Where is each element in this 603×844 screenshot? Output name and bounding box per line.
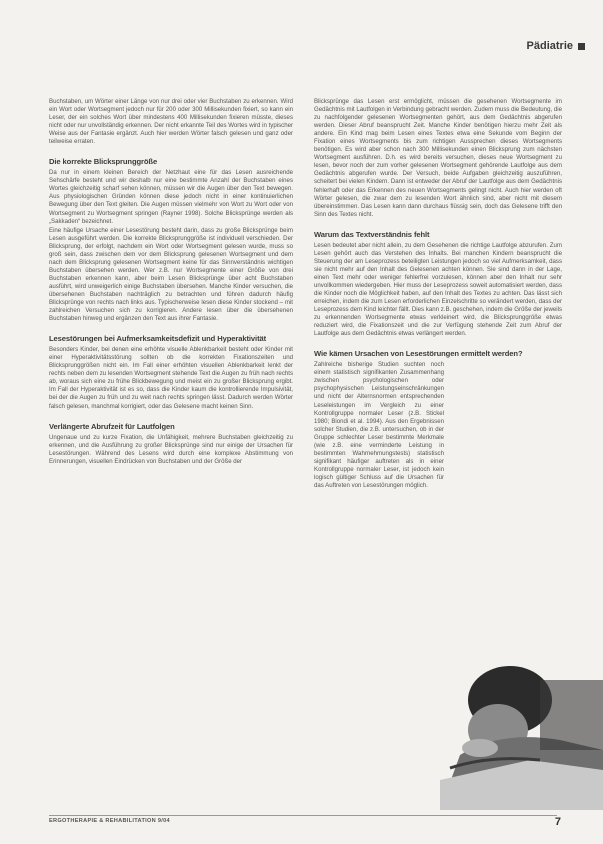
heading: Verlängerte Abrufzeit für Lautfolgen — [49, 421, 175, 431]
paragraph: Besonders Kinder, bei denen eine erhöhte visuelle Ablenkbarkeit besteht oder Kinder mit einer Hyperaktivitätsstörung sollten ob die korrekten Fixationszeiten und Blicksprunggrößen nicht ein. Im Fall einer erhöhten visuellen Ablenkbarkeit lenkt der rechts neben dem zu lesenden Wortsegment stehende Text die Augen zu früh nach rechts ab, woraus sich eine zu frühe Blickbewegung und meist ein zu großer Blicksprung ergibt. Im Fall der Hyperaktivität ist es so, dass die Kinder kaum die kontrollierende Impulsivität, bei der die Augen zu früh und zu weit nach rechts springen lässt. Dadurch werden Wörter falsch gelesen, manchmal korrigiert, oder das Gelesene macht keinen Sinn. — [49, 346, 293, 410]
footer-divider — [49, 815, 557, 816]
heading: Wie kämen Ursachen von Lesestörungen ermittelt werden? — [314, 349, 523, 359]
child-reading-photo — [440, 660, 603, 810]
square-marker-icon — [578, 43, 585, 50]
left-column — [49, 98, 293, 467]
paragraph: Da nur in einem kleinen Bereich der Netzhaut eine für das Lesen ausreichende Sehschärfe besteht und wir deshalb nur eine bestimmte Anzahl der Buchstaben eines Wortes gleichzeitig scharf sehen können, müssen wir die Augen über den Text bewegen. Aus physiologischen Gründen können diese jedoch nicht in einer kontinuierlichen Bewegung über den Text gleiten. Die Augen müssen vielmehr von Wort zu Wort oder von Wortsegment zu Wortsegment springen (Rayner 1998). Solche Blicksprünge werden als „Sakkaden“ bezeichnet. — [49, 169, 293, 225]
paragraph: Ungenaue und zu kurze Fixation, die Unfähigkeit, mehrere Buchstaben gleichzeitig zu erkennen, und die Ausführung zu großer Blicksprünge sind nur einige der Ursachen für Lesestörungen. Während des Lesens wird durch eine komplexe Abstimmung von Erinnerungen, visuellen Eindrücken von Buchstaben und der Größe der — [49, 433, 293, 465]
paragraph: Eine häufige Ursache einer Lesestörung besteht darin, dass zu große Blicksprünge beim Lesen ausgeführt werden. Die korrekte Blicksprunggröße ist individuell verschieden. Der Blicksprung, der erfolgt, nachdem ein Wort oder Wortsegment gelesen wurde, muss so groß sein, dass zwischen dem vor dem Blicksprung gelesenen Wortsegment und dem nach dem Blicksprung gelesenen Wortsegment keine für das Sinnverständnis wichtigen Buchstaben übersehen werden. Wer z.B. nur Wortsegmente einer Größe von drei Buchstaben erkennen kann, aber beim Lesen Blicksprünge über acht Buchstaben ausführt, wird unweigerlich einige Buchstaben übersehen. Manche Kinder versuchen, die übersehenen Buchstaben nachträglich zu betrachten und führen dadurch häufig Blicksprünge von rechts nach links aus. Typischerweise lesen diese Kinder stockend – mit zahlreichen Versuchen sich zu korrigieren. Andere lesen über die übersehenen Buchstaben hinweg und ergänzen den Text aus ihrer Fantasie. — [49, 226, 293, 323]
paragraph: Buchstaben, um Wörter einer Länge von nur drei oder vier Buchstaben zu erkennen. Wird ein Wort oder Wortsegment jedoch nur für 200 oder 300 Millisekunden fixiert, so kann ein Leser, der ein solches Wort über mindestens 400 Millisekunden fixieren müsste, dieses nicht oder nur unvollständig erkennen. Der nicht erkannte Teil des Wortes wird in typischer Weise aus der Fantasie ergänzt. Auch hier werden Wörter falsch gelesen und ganz oder teilweise erraten. — [49, 98, 293, 146]
right-column — [314, 98, 562, 491]
paragraph: Lesen bedeutet aber nicht allein, zu dem Gesehenen die richtige Lautfolge abzurufen. Zum Lesen gehört auch das Verstehen des Inhalts. Bei manchen Kindern beansprucht die Steuerung der am Leseprozess beteiligten Leistungen jedoch so viel Aufmerksamkeit, dass sie nicht mehr auf den Inhalt des Gelesenen achten können. Sie sind dann in der Lage, einen Text mehr oder weniger fehlerfrei vorzulesen, können aber den Inhalt nur sehr unvollkommen wiedergeben. Hier muss der Leseprozess soweit automatisiert werden, dass die Kinder noch die Möglichkeit haben, auf den Inhalt des Textes zu achten. Das lässt sich erreichen, indem die zum Lesen erforderlichen Einzelschritte so verändert werden, dass der Leseprozess dem Kind leichter fällt. Dies kann z.B. geschehen, indem die Größe der jeweils zu erkennenden Wortsegmente etwas verkleinert wird, die Blicksprunggröße etwas reduziert wird, die Fixationszeit und die zur Verfügung stehende Zeit zum Abruf der Lautfolge aus dem Gedächtnis etwas verlängert werden. — [314, 241, 562, 338]
heading: Lesestörungen bei Aufmerksamkeitsdefizit und Hyperaktivität — [49, 334, 267, 344]
heading: Warum das Textverständnis fehlt — [314, 229, 430, 239]
paragraph: Blicksprünge das Lesen erst ermöglicht, müssen die gesehenen Wortsegmente im Gedächtnis mit Lautfolgen in Verbindung gebracht werden. Zudem muss die Bedeutung, die zu nachfolgender gelesenen Wortsegmenten gehört, aus dem Gedächtnis abgerufen werden. Dieser Abruf beansprucht Zeit. Manche Kinder benötigen hierzu mehr Zeit als andere. Ein Kind mag beim Lesen eines Textes etwa eine Sekunde vom Beginn der Fixation eines Wortsegments bis zum richtigen Aussprechen dieses Wortsegments benötigen. Es wird aber schon nach 300 Millisekunden einen Blicksprung zum nächsten Wortsegment ausführen. D.h. es wird bereits versuchen, dieses neue Wortsegment zu lesen, bevor noch der zum vorher gelesenen Wortsegment gehörende Lautfolge aus dem Gedächtnis abgerufen wurde. Der Versuch, beide Aufgaben gleichzeitig auszuführen, scheitert bei vielen Kindern. Dann ist entweder der Abruf der Lautfolge aus dem Gedächtnis fehlerhaft oder das Erkennen des neuen Wortsegments gelingt nicht. Auch hier werden oft Wörter gelesen, die zwar dem zu lesenden Wort ähnlich sind, aber nicht mit diesem übereinstimmen. Das Lesen kann dann durchaus flüssig sein, doch das Gelesene trifft den Sinn des Textes nicht. — [314, 98, 562, 218]
page-number: 7 — [554, 816, 561, 828]
journal-footer: ERGOTHERAPIE & REHABILITATION 9/04 — [49, 818, 170, 824]
paragraph: Zahlreiche bisherige Studien suchten noch einem statistisch signifikanten Zusammenhang zwischen psychologischen oder psychophysischen Leistungseinschränkungen und nicht der Alternsnormen entsprechenden Leseleistungen im Vergleich zu einer Kontrollgruppe normaler Leser (z.B. Stickel 1980; Biondi et al. 1994). Aus den Ergebnissen solcher Studien, die z.B. untersuchen, ob in der Gruppe schlechter Leser bestimmte Merkmale (wie z.B. eine verminderte Leistung in bestimmten Wahrnehmungstests) statistisch signifikant häufiger auftreten als in einer Kontrollgruppe normaler Leser, ist jedoch kein logisch gültiger Schluss auf die Ursachen für das Auftreten von Lesestörungen möglich. — [314, 361, 444, 489]
section-title: Pädiatrie — [526, 40, 573, 52]
heading: Die korrekte Blicksprunggröße — [49, 157, 158, 167]
section-header — [527, 40, 585, 52]
